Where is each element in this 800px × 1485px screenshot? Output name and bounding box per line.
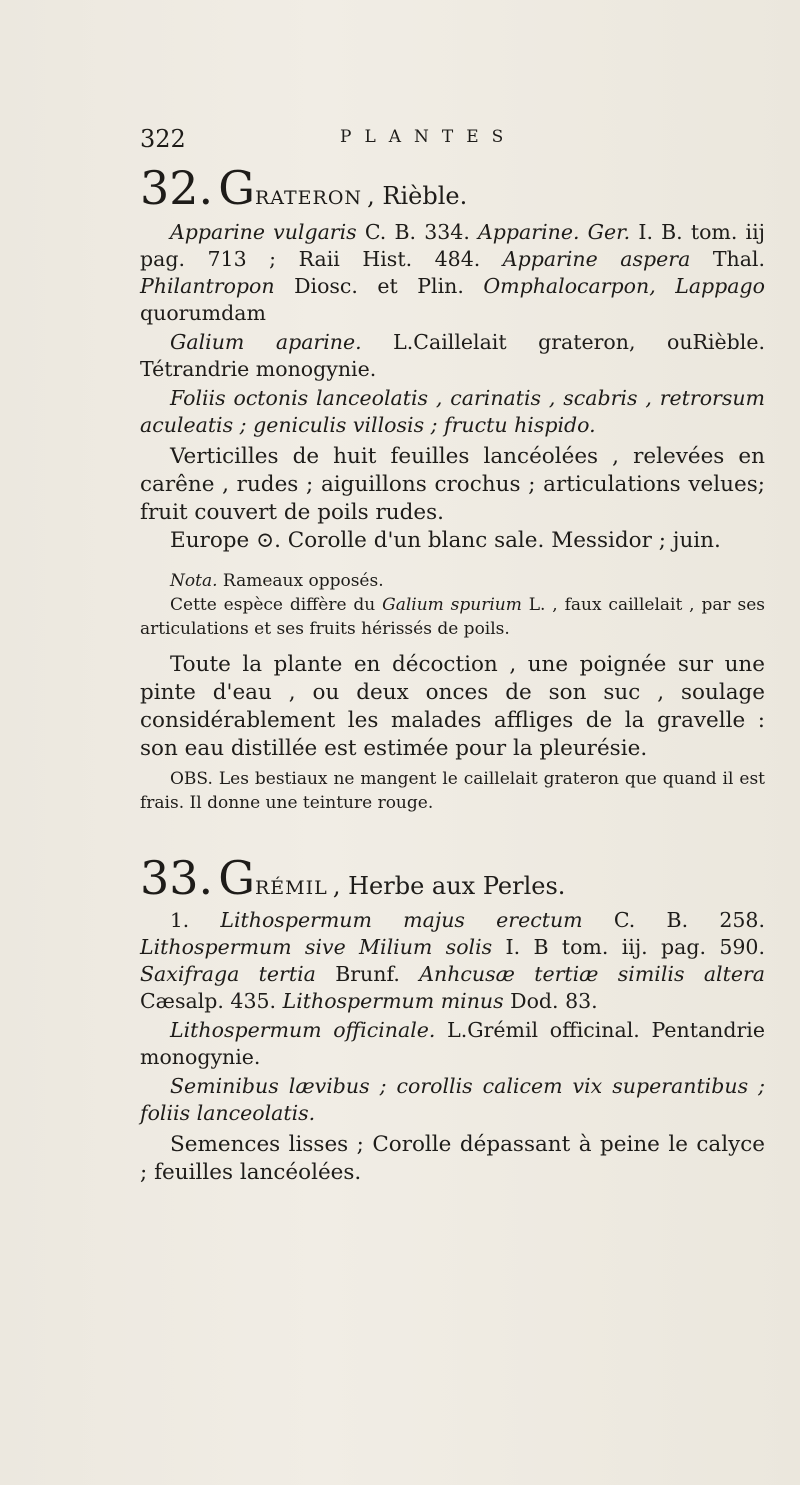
note-text: Cette espèce diffère du	[170, 595, 383, 615]
entry-33-linnaeus	[140, 1017, 765, 1071]
entry-32-synonyms	[140, 219, 765, 327]
synonym-italic: Apparine. Ger.	[478, 220, 631, 244]
entry-32-common-name: , Rièble.	[367, 182, 468, 210]
entry-33-description: Semences lisses ; Corolle dépassant à peine le calyce ; feuilles lancéolées.	[140, 1132, 765, 1185]
entry-32-head-word: RATERON	[255, 187, 363, 209]
synonym-italic: Saxifraga tertia	[140, 962, 316, 986]
entry-33-initial: G	[218, 851, 255, 905]
note-text: L. , faux caillelait , par ses articulations et ses fruits hérissés de poils.	[140, 595, 766, 639]
entry-32-habitat: Europe ⊙. Corolle d'un blanc sale. Messidor ; juin.	[170, 528, 721, 553]
page-content	[140, 125, 765, 1187]
entry-32-nota	[140, 569, 765, 593]
entry-32-linnaeus	[140, 329, 765, 383]
synonym-italic: Lithospermum minus	[282, 989, 504, 1013]
nota-text: Rameaux opposés.	[217, 571, 384, 591]
synonym-italic: Apparine vulgaris	[170, 220, 357, 244]
entry-32-uses: Toute la plante en décoction , une poignée sur une pinte d'eau , ou deux onces de son suc , soulage considérablement les malades affliges de la gravelle : son eau distillée est estimée pour la pleurésie.	[140, 652, 765, 761]
entry-33-common-name: , Herbe aux Perles.	[332, 872, 566, 900]
page-number: 322	[140, 125, 186, 153]
synonym-italic: Lithospermum majus erectum	[220, 908, 583, 932]
entry-32-obs: OBS. Les bestiaux ne mangent le caillelait grateron que quand il est frais. Il donne une teinture rouge.	[140, 769, 765, 813]
synonym-number: 1.	[170, 908, 190, 932]
synonym-italic: Lithospermum sive Milium solis	[140, 935, 493, 959]
entry-32-description: Verticilles de huit feuilles lancéolées , relevées en carêne , rudes ; aiguillons crochus ; articulations velues; fruit couvert de poils rudes.	[140, 444, 765, 525]
linnaean-name: Lithospermum officinale.	[170, 1018, 436, 1042]
synonym-ref: Dod. 83.	[503, 989, 598, 1013]
entry-32-heading	[140, 161, 765, 215]
synonym-ref: C. B. 258.	[582, 908, 765, 932]
synonym-ref: quorumdam	[140, 301, 266, 325]
entry-33-heading	[140, 851, 765, 905]
synonym-italic: Philantropon	[140, 274, 275, 298]
synonym-italic: Anhcusæ tertiæ similis altera	[419, 962, 765, 986]
running-title: PLANTES	[340, 127, 517, 147]
synonym-ref: Brunf.	[315, 962, 420, 986]
entry-33-number: 33.	[140, 851, 214, 905]
synonym-italic: Apparine aspera	[502, 247, 691, 271]
synonym-ref: I. B. tom. iij pag. 713 ; Raii Hist. 484.	[140, 220, 766, 271]
entry-32-number: 32.	[140, 161, 214, 215]
linnaean-rest: L.Grémil officinal. Pentandrie monogynie.	[140, 1018, 765, 1069]
entry-32-initial: G	[218, 161, 255, 215]
synonym-italic: Omphalocarpon, Lappago	[483, 274, 765, 298]
synonym-ref: C. B. 334.	[356, 220, 478, 244]
synonym-ref: Cæsalp. 435.	[140, 989, 283, 1013]
synonym-ref: I. B tom. iij. pag. 590.	[492, 935, 765, 959]
note-italic: Galium spurium	[382, 595, 522, 615]
synonym-ref: Thal.	[690, 247, 765, 271]
nota-label: Nota.	[170, 571, 218, 591]
entry-33-synonyms	[140, 907, 765, 1015]
running-head	[140, 125, 765, 159]
synonym-ref: Diosc. et Plin.	[274, 274, 484, 298]
entry-33-diagnosis: Seminibus lævibus ; corollis calicem vix superantibus ; foliis lanceolatis.	[140, 1074, 765, 1125]
entry-32-note	[140, 593, 765, 641]
linnaean-rest: L.Caillelait grateron, ouRièble. Tétrandrie monogynie.	[140, 330, 765, 381]
linnaean-name: Galium aparine.	[170, 330, 362, 354]
entry-33-head-word: RÉMIL	[255, 877, 328, 899]
entry-32-diagnosis: Foliis octonis lanceolatis , carinatis , scabris , retrorsum aculeatis ; geniculis villosis ; fructu hispido.	[140, 386, 765, 437]
